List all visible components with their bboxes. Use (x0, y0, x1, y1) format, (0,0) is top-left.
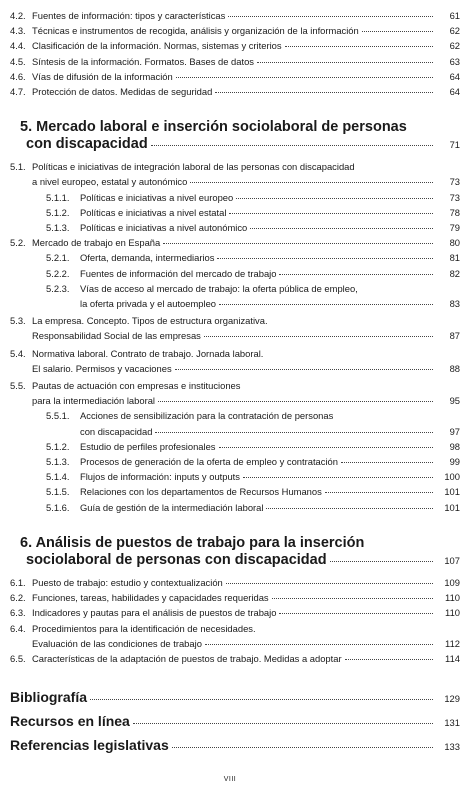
entry-page: 87 (449, 330, 460, 342)
chapter-title-line1: 6. Análisis de puestos de trabajo para la inserción (20, 534, 365, 551)
toc-entry-5-4 (0, 346, 460, 376)
toc-entry-5-5-1 (0, 408, 460, 438)
table-of-contents (0, 8, 460, 758)
entry-page: 129 (444, 693, 460, 705)
toc-entry-4-2 (0, 8, 460, 23)
entry-number: 5.1.5. (46, 486, 70, 498)
toc-bibliografia (10, 686, 460, 710)
entry-title-line1: La empresa. Concepto. Tipos de estructura organizativa. (32, 315, 268, 327)
entry-page: 95 (449, 395, 460, 407)
entry-page: 100 (444, 471, 460, 483)
dot-leader (151, 145, 433, 146)
entry-title: Bibliografía (10, 689, 88, 706)
entry-number: 6.2. (10, 592, 26, 604)
entry-page: 81 (449, 252, 460, 264)
entry-title: Oferta, demanda, intermediarios (80, 252, 215, 264)
entry-page: 64 (449, 86, 460, 98)
entry-title: Características de la adaptación de puestos de trabajo. Medidas a adoptar (32, 652, 342, 664)
toc-entry-6-3 (0, 605, 460, 620)
entry-page: 133 (444, 741, 460, 753)
dot-leader (158, 401, 433, 402)
entry-number: 4.6. (10, 70, 26, 82)
entry-number: 5.1.6. (46, 501, 70, 513)
entry-number: 4.5. (10, 55, 26, 67)
chapter-title-line1: 5. Mercado laboral e inserción sociolaboral de personas (20, 119, 407, 136)
entry-title: Relaciones con los departamentos de Recursos Humanos (80, 486, 322, 498)
entry-title: Protección de datos. Medidas de seguridad (32, 86, 213, 98)
entry-title: Fuentes de información: tipos y características (32, 10, 226, 21)
entry-page: 131 (444, 717, 460, 729)
entry-title: Fuentes de información del mercado de trabajo (80, 267, 277, 279)
entry-number: 6.1. (10, 576, 26, 588)
dot-leader (215, 92, 433, 93)
toc-entry-5-1-6 (0, 500, 460, 515)
entry-title: Mercado de trabajo en España (32, 237, 161, 249)
dot-leader (345, 659, 433, 660)
dot-leader (272, 598, 433, 599)
toc-entry-4-5 (0, 54, 460, 69)
toc-referencias-legislativas (10, 734, 460, 758)
entry-number: 4.4. (10, 40, 26, 52)
entry-title: Funciones, tareas, habilidades y capacidades requeridas (32, 592, 269, 604)
dot-leader (341, 462, 433, 463)
dot-leader (90, 699, 433, 700)
entry-title: Puesto de trabajo: estudio y contextualización (32, 576, 223, 588)
entry-title: Políticas e iniciativas a nivel europeo (80, 191, 234, 203)
dot-leader (190, 182, 433, 183)
toc-entry-5-1 (0, 159, 460, 189)
entry-number: 6.3. (10, 607, 26, 619)
entry-title: Procesos de generación de la oferta de empleo y contratación (80, 456, 338, 468)
entry-number: 4.2. (10, 10, 26, 21)
entry-number: 5.2.2. (46, 267, 70, 279)
chapter-page: 107 (444, 554, 460, 566)
toc-entry-4-4 (0, 38, 460, 53)
dot-leader (175, 369, 433, 370)
entry-number: 5.1.2. (46, 440, 70, 452)
entry-page: 114 (445, 652, 460, 664)
entry-number: 5.1.2. (46, 206, 70, 218)
dot-leader (172, 747, 433, 748)
toc-entry-5-2-1 (0, 250, 460, 265)
entry-title: Guía de gestión de la intermediación laboral (80, 501, 264, 513)
entry-title-line1: Acciones de sensibilización para la contratación de personas (80, 410, 334, 422)
entry-page: 61 (449, 10, 460, 21)
dot-leader (279, 613, 433, 614)
entry-page: 80 (449, 237, 460, 249)
entry-number: 5.2. (10, 237, 26, 249)
dot-leader (250, 228, 433, 229)
entry-title-line2: Responsabilidad Social de las empresas (32, 330, 201, 342)
entry-title: Indicadores y pautas para el análisis de puestos de trabajo (32, 607, 277, 619)
entry-page: 62 (449, 25, 460, 37)
entry-page: 62 (449, 40, 460, 52)
entry-title-line2: para la intermediación laboral (32, 395, 155, 407)
dot-leader (236, 198, 433, 199)
entry-page: 73 (449, 176, 460, 188)
entry-title: Flujos de información: inputs y outputs (80, 471, 240, 483)
entry-title: Recursos en línea (10, 713, 130, 730)
toc-recursos-en-linea (10, 710, 460, 734)
entry-page: 79 (449, 222, 460, 234)
entry-page: 82 (449, 267, 460, 279)
toc-entry-6-4 (0, 621, 460, 651)
dot-leader (228, 16, 433, 17)
toc-chapter-6 (0, 534, 460, 569)
entry-title: Síntesis de la información. Formatos. Bases de datos (32, 55, 254, 67)
entry-title: Técnicas e instrumentos de recogida, análisis y organización de la información (32, 25, 359, 37)
toc-entry-5-1-2b (0, 439, 460, 454)
entry-title: Políticas e iniciativas a nivel estatal (80, 206, 227, 218)
entry-number: 5.2.1. (46, 252, 70, 264)
dot-leader (226, 583, 433, 584)
back-matter (0, 686, 460, 758)
dot-leader (325, 492, 433, 493)
toc-entry-6-5 (0, 651, 460, 666)
entry-page: 98 (449, 440, 460, 452)
entry-number: 5.1.1. (46, 191, 70, 203)
toc-entry-5-1-3b (0, 454, 460, 469)
toc-entry-5-5 (0, 378, 460, 408)
entry-number: 5.3. (10, 315, 26, 327)
entry-title: Vías de difusión de la información (32, 70, 173, 82)
toc-entry-5-2 (0, 235, 460, 250)
entry-page: 101 (444, 501, 460, 513)
entry-number: 5.5.1. (46, 410, 70, 422)
entry-title-line2: a nivel europeo, estatal y autonómico (32, 176, 188, 188)
toc-entry-5-1-1 (0, 190, 460, 205)
entry-title-line1: Políticas e iniciativas de integración laboral de las personas con discapacidad (32, 161, 355, 173)
dot-leader (219, 304, 433, 305)
dot-leader (163, 243, 433, 244)
entry-page: 97 (449, 425, 460, 437)
toc-entry-5-2-3 (0, 281, 460, 311)
dot-leader (155, 432, 433, 433)
entry-page: 110 (445, 607, 460, 619)
entry-page: 109 (444, 576, 460, 588)
entry-title: Referencias legislativas (10, 737, 169, 754)
toc-entry-4-6 (0, 69, 460, 84)
entry-number: 6.5. (10, 652, 26, 664)
dot-leader (204, 336, 433, 337)
entry-title: Estudio de perfiles profesionales (80, 440, 216, 452)
entry-page: 99 (449, 456, 460, 468)
entry-number: 6.4. (10, 622, 26, 634)
entry-number: 5.2.3. (46, 282, 70, 294)
chapter-page: 71 (449, 139, 460, 151)
entry-title-line1: Normativa laboral. Contrato de trabajo. Jornada laboral. (32, 347, 264, 359)
entry-page: 63 (449, 55, 460, 67)
dot-leader (219, 447, 434, 448)
dot-leader (362, 31, 433, 32)
entry-title-line1: Procedimientos para la identificación de necesidades. (32, 622, 256, 634)
toc-entry-5-2-2 (0, 266, 460, 281)
entry-number: 5.1.3. (46, 456, 70, 468)
entry-title-line1: Pautas de actuación con empresas e instituciones (32, 380, 241, 392)
dot-leader (205, 644, 433, 645)
entry-title-line2: Evaluación de las condiciones de trabajo (32, 637, 202, 649)
entry-page: 83 (449, 298, 460, 310)
dot-leader (176, 77, 433, 78)
entry-title: Clasificación de la información. Normas, sistemas y criterios (32, 40, 282, 52)
dot-leader (279, 274, 433, 275)
entry-number: 5.4. (10, 347, 26, 359)
entry-number: 5.1.3. (46, 222, 70, 234)
toc-entry-5-1-2 (0, 205, 460, 220)
toc-entry-5-1-3 (0, 220, 460, 235)
dot-leader (285, 46, 433, 47)
entry-number: 4.7. (10, 86, 26, 98)
dot-leader (266, 508, 433, 509)
entry-title-line2: con discapacidad (80, 425, 153, 437)
entry-title-line2: El salario. Permisos y vacaciones (32, 362, 172, 374)
toc-entry-5-1-5 (0, 484, 460, 499)
dot-leader (229, 213, 433, 214)
entry-number: 5.5. (10, 380, 26, 392)
entry-number: 4.3. (10, 25, 26, 37)
toc-entry-6-1 (0, 575, 460, 590)
toc-entry-5-3 (0, 313, 460, 343)
entry-page: 101 (444, 486, 460, 498)
entry-page: 112 (445, 637, 460, 649)
dot-leader (217, 258, 433, 259)
entry-title-line1: Vías de acceso al mercado de trabajo: la oferta pública de empleo, (80, 282, 358, 294)
dot-leader (133, 723, 433, 724)
toc-entry-5-1-4 (0, 469, 460, 484)
toc-chapter-5 (0, 119, 460, 153)
entry-title: Políticas e iniciativas a nivel autonómico (80, 222, 248, 234)
chapter-title-line2: sociolaboral de personas con discapacidad (26, 551, 327, 568)
entry-number: 5.1.4. (46, 471, 70, 483)
entry-number: 5.1. (10, 161, 26, 173)
toc-entry-6-2 (0, 590, 460, 605)
entry-page: 73 (449, 191, 460, 203)
toc-entry-4-7 (0, 84, 460, 99)
page-folio: VIII (223, 776, 237, 783)
dot-leader (257, 62, 433, 63)
dot-leader (243, 477, 433, 478)
dot-leader (330, 561, 433, 562)
entry-page: 78 (449, 206, 460, 218)
toc-entry-4-3 (0, 23, 460, 38)
entry-page: 88 (449, 362, 460, 374)
entry-page: 64 (449, 70, 460, 82)
entry-title-line2: la oferta privada y el autoempleo (80, 298, 217, 310)
chapter-title-line2: con discapacidad (26, 136, 148, 153)
entry-page: 110 (445, 592, 460, 604)
